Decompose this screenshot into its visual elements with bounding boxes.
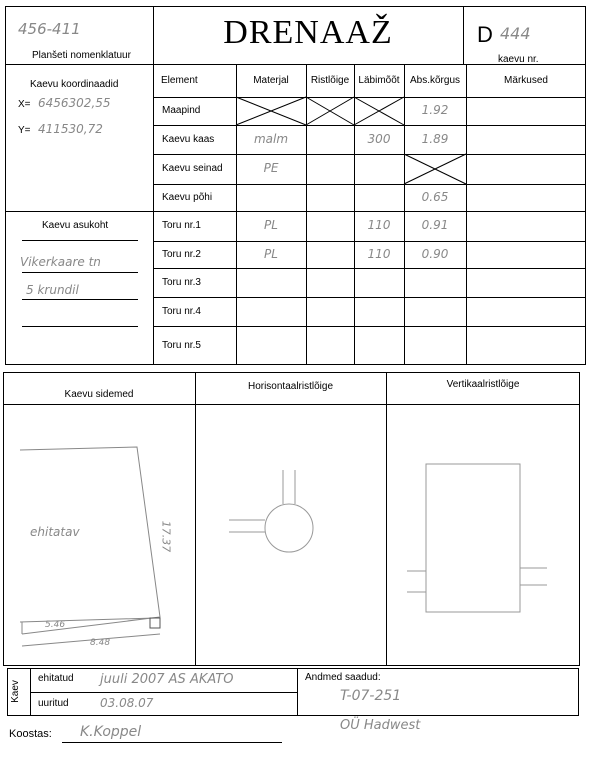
horizontal-section — [229, 470, 313, 552]
table-cell-labimoot: 110 — [367, 246, 391, 261]
well-label: kaevu nr. — [498, 54, 539, 65]
table-cell-element: Toru nr.3 — [162, 276, 201, 288]
location-title: Kaevu asukoht — [42, 220, 109, 231]
header-labimoot: Läbimõõt — [358, 75, 400, 86]
kaev-label: Kaev — [9, 680, 21, 703]
page-title: DRENAAŽ — [223, 14, 393, 51]
company-value: OÜ Hadwest — [340, 718, 421, 733]
built-label: ehitatud — [38, 673, 74, 684]
table-cell-element: Toru nr.4 — [162, 305, 201, 317]
header-materjal: Materjal — [253, 75, 289, 86]
horizontal-title: Horisontaalristlõige — [247, 381, 334, 392]
y-value: 411530,72 — [38, 122, 103, 136]
table-cell-element: Toru nr.1 — [162, 220, 201, 231]
dim-side: 17.37 — [159, 520, 173, 553]
table-cell-materjal: malm — [253, 131, 289, 146]
table-cell-element: Kaevu kaas — [162, 133, 215, 145]
header-abs-korgus: Abs.kõrgus — [409, 75, 461, 86]
nomenclature-value: 456-411 — [18, 20, 81, 38]
table-cell-abs: 0.90 — [421, 246, 449, 261]
table-cell-abs: 1.89 — [421, 131, 449, 146]
header-ristloige: Ristlõige — [310, 75, 350, 86]
building-label: ehitatav — [30, 525, 80, 539]
well-number: 444 — [500, 24, 531, 43]
dim-small: 5.46 — [45, 620, 66, 630]
table-cell-abs: 0.91 — [421, 218, 449, 232]
location-line-2: 5 krundil — [26, 283, 79, 297]
vertical-title: Vertikaalristlõige — [446, 379, 520, 390]
author-line — [62, 742, 282, 743]
divider — [30, 692, 297, 693]
divider — [297, 668, 298, 716]
author-value: K.Koppel — [80, 724, 142, 740]
surveyed-value: 03.08.07 — [100, 696, 154, 710]
table-cell-materjal: PL — [264, 218, 278, 232]
well-prefix: D — [477, 22, 493, 47]
site-plan — [20, 447, 160, 646]
table-cell-element: Kaevu seinad — [162, 163, 223, 174]
dim-bottom: 8.48 — [90, 638, 111, 648]
nomenclature-label: Planšeti nomenklatuur — [32, 50, 131, 61]
coords-title: Kaevu koordinaadid — [30, 79, 119, 90]
surveyed-label: uuritud — [38, 698, 69, 709]
table-cell-labimoot: 300 — [367, 131, 391, 146]
author-label: Koostas: — [9, 728, 52, 740]
table-cell-element: Maapind — [162, 105, 201, 116]
table-cell-materjal: PE — [263, 161, 279, 175]
data-value: T-07-251 — [340, 688, 402, 704]
x-label: X= — [18, 99, 31, 110]
built-value: juuli 2007 AS AKATO — [100, 672, 234, 687]
header-markused: Märkused — [504, 75, 548, 86]
x-value: 6456302,55 — [38, 96, 111, 110]
table-cell-abs: 0.65 — [421, 189, 449, 204]
connections-title: Kaevu sidemed — [64, 389, 134, 400]
table-cell-element: Kaevu põhi — [162, 191, 213, 203]
y-label: Y= — [18, 125, 31, 136]
table-cell-abs: 1.92 — [421, 103, 449, 117]
location-line-1: Vikerkaare tn — [20, 255, 101, 269]
table-cell-element: Toru nr.2 — [162, 248, 201, 260]
data-label: Andmed saadud: — [305, 672, 381, 683]
vertical-section — [407, 464, 547, 612]
header-element: Element — [161, 75, 198, 86]
table-cell-materjal: PL — [264, 246, 278, 261]
table-cell-element: Toru nr.5 — [162, 339, 201, 351]
table-cell-labimoot: 110 — [367, 218, 391, 232]
